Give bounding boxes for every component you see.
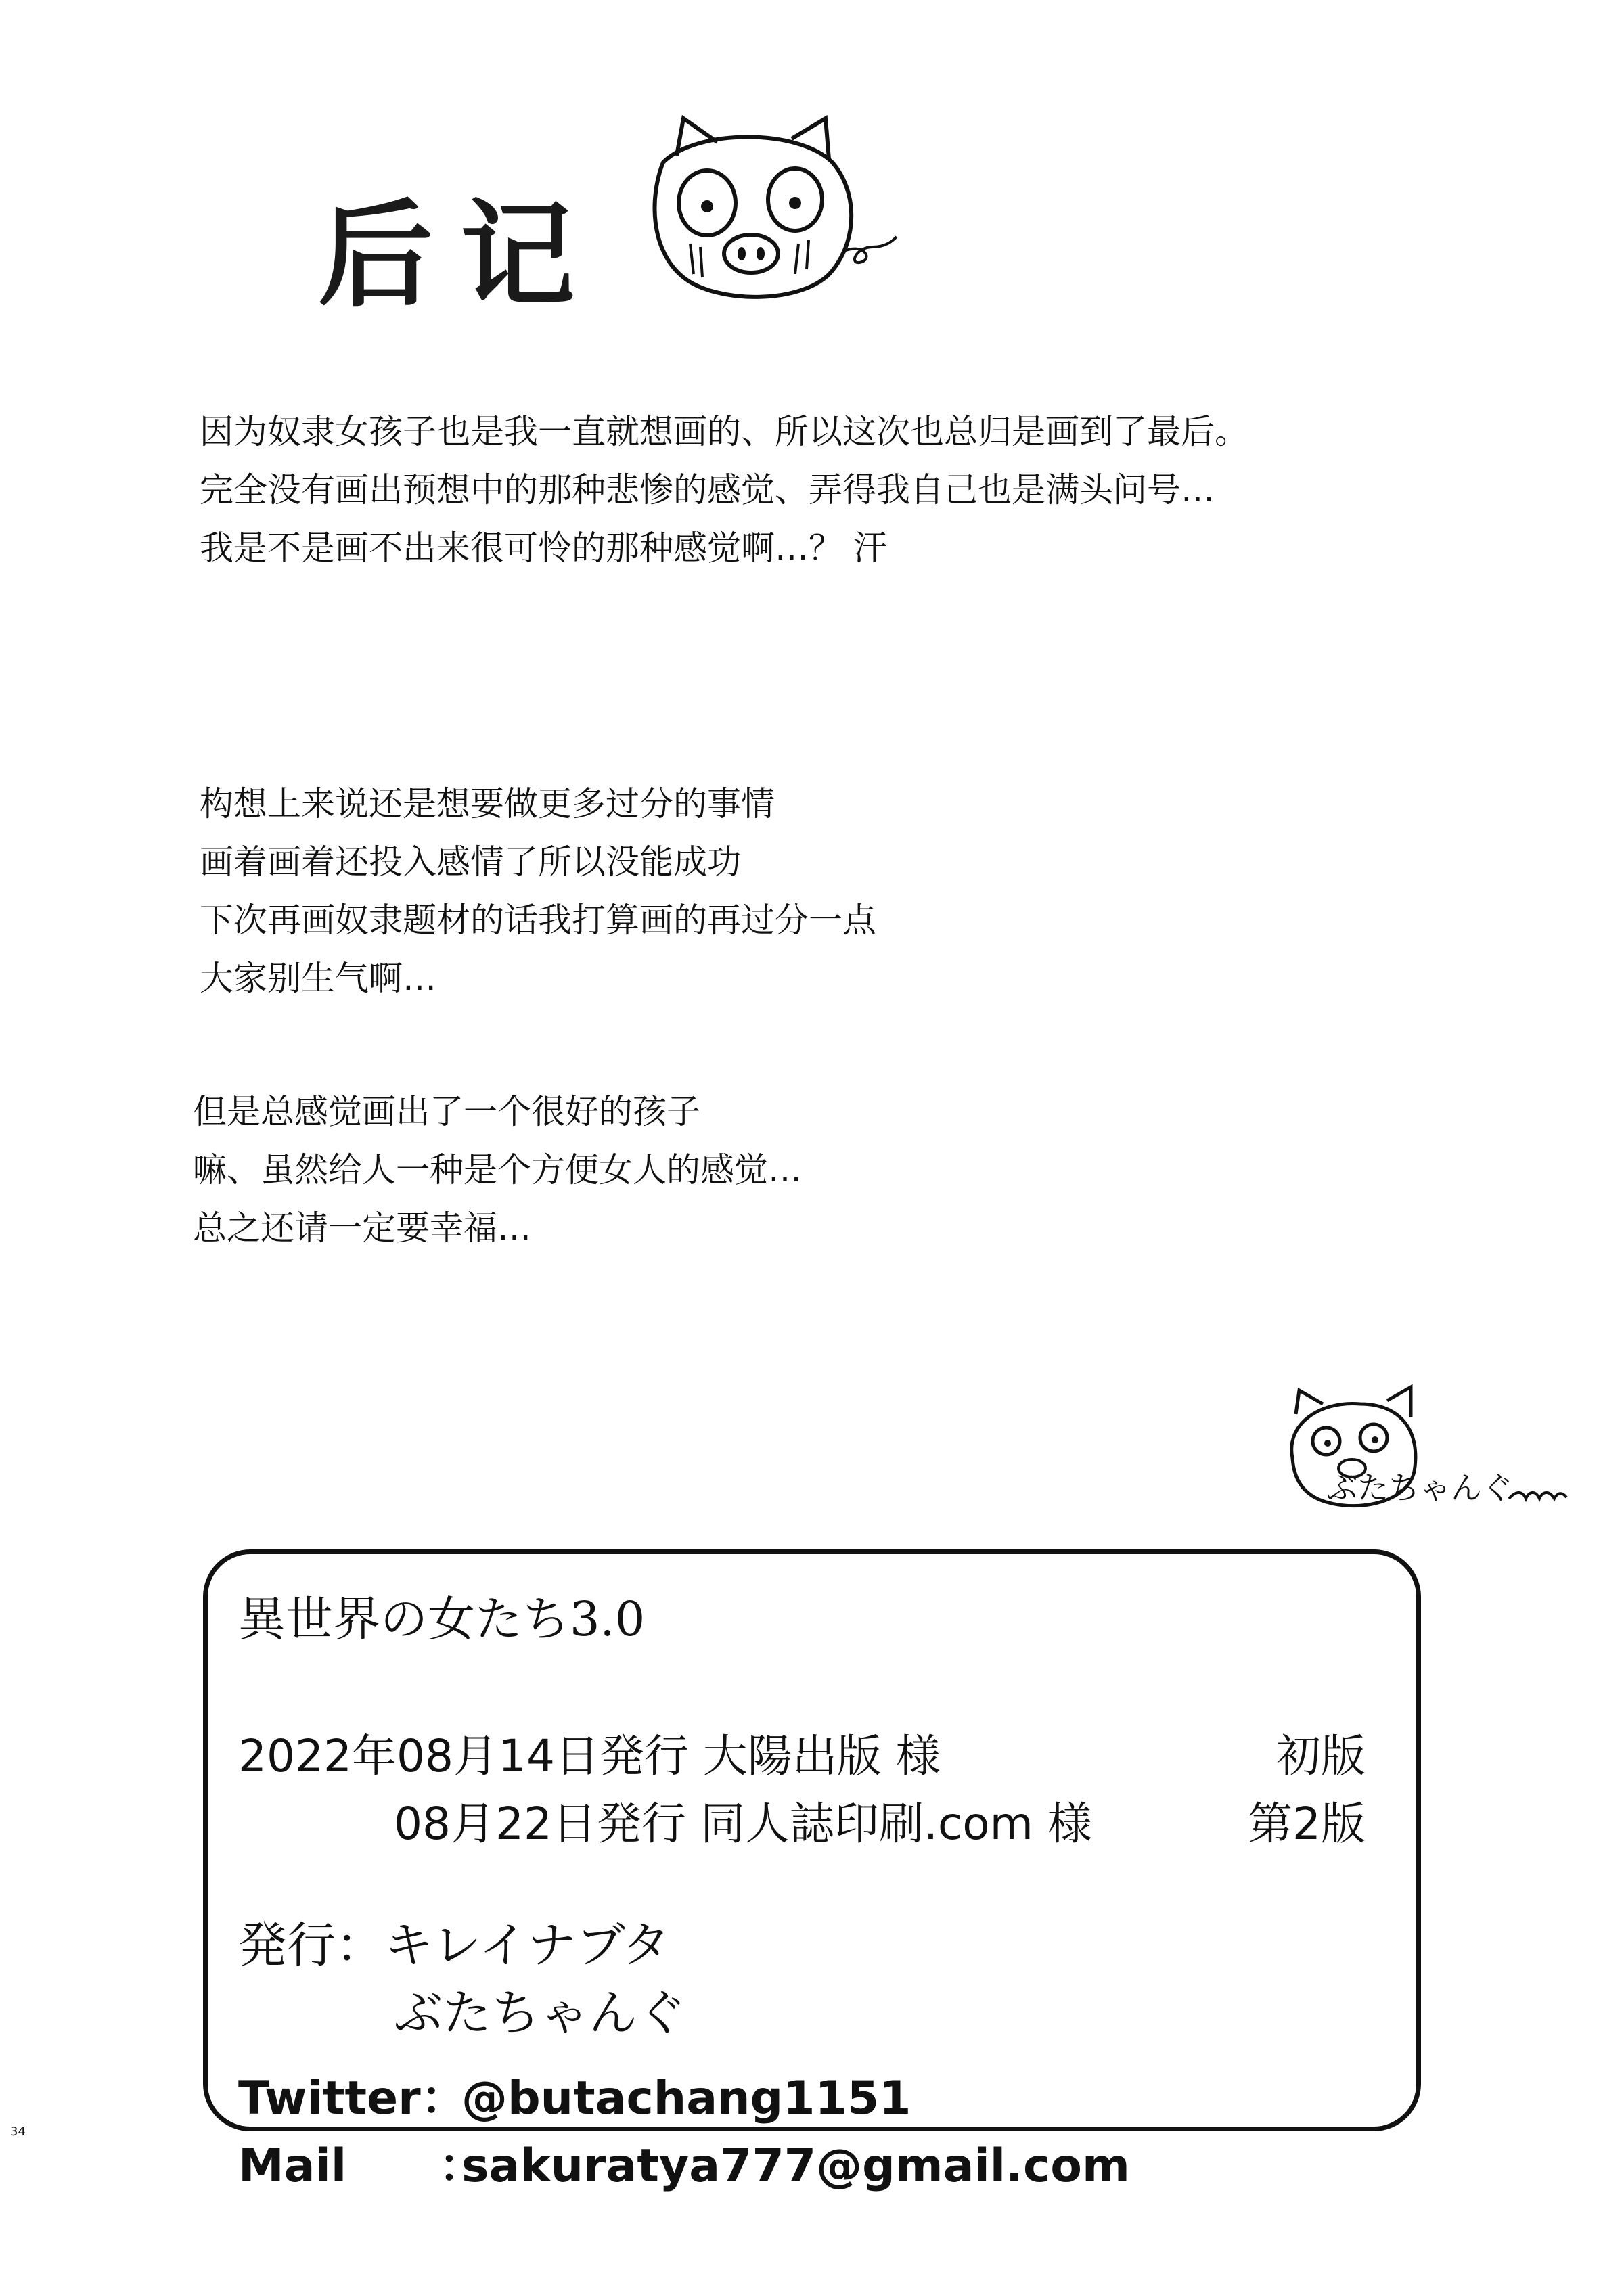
publisher-line: 発行：キレイナブタ (238, 1917, 671, 1974)
twitter-label: Twitter： (238, 2072, 467, 2125)
second-edition-label: 第2版 (1248, 1798, 1366, 1850)
page-number: 34 (10, 2125, 26, 2139)
paragraph-line: 嘛、虽然给人一种是个方便女人的感觉… (193, 1150, 802, 1189)
first-edition-label: 初版 (1276, 1730, 1366, 1782)
paragraph-line: 大家别生气啊… (200, 959, 436, 998)
paragraph-line: 构想上来说还是想要做更多过分的事情 (200, 784, 775, 823)
mail-address: sakuratya777@gmail.com (461, 2139, 1130, 2193)
paragraph-line: 但是总感觉画出了一个很好的孩子 (193, 1092, 700, 1131)
afterword-heading: 后记 (318, 187, 603, 323)
afterword-paragraph-2 (200, 775, 876, 1007)
pig-mascot-illustration (623, 115, 900, 311)
afterword-paragraph-1 (200, 403, 1248, 577)
paragraph-line: 下次再画奴隶题材的话我打算画的再过分一点 (200, 901, 876, 940)
paragraph-line: 总之还请一定要幸福… (193, 1208, 531, 1248)
colophon-box (203, 1549, 1421, 2193)
author-name: ぶたちゃんぐ (394, 1984, 687, 2041)
signature-text: ぶたちゃんぐ (1326, 1470, 1513, 1506)
afterword-paragraph-3 (193, 1083, 802, 1257)
paragraph-line: 完全没有画出预想中的那种悲惨的感觉、弄得我自己也是满头问号… (200, 470, 1215, 509)
mail-line (238, 2129, 1130, 2195)
paragraph-line: 因为奴隶女孩子也是我一直就想画的、所以这次也总归是画到了最后。 (200, 412, 1248, 451)
book-title: 異世界の女たち3.0 (238, 1591, 646, 1647)
first-print-date: 2022年08月14日発行 大陽出版 様 (238, 1730, 941, 1782)
second-print-date: 08月22日発行 同人誌印刷.com 様 (394, 1798, 1092, 1850)
paragraph-line: 我是不是画不出来很可怜的那种感觉啊…？ 汗 (200, 528, 887, 568)
signature-pig-doodle (1279, 1384, 1570, 1539)
twitter-handle: @butachang1151 (461, 2072, 911, 2125)
twitter-line (238, 2062, 911, 2127)
paragraph-line: 画着画着还投入感情了所以没能成功 (200, 842, 741, 882)
mail-label: Mail ： (238, 2139, 485, 2193)
